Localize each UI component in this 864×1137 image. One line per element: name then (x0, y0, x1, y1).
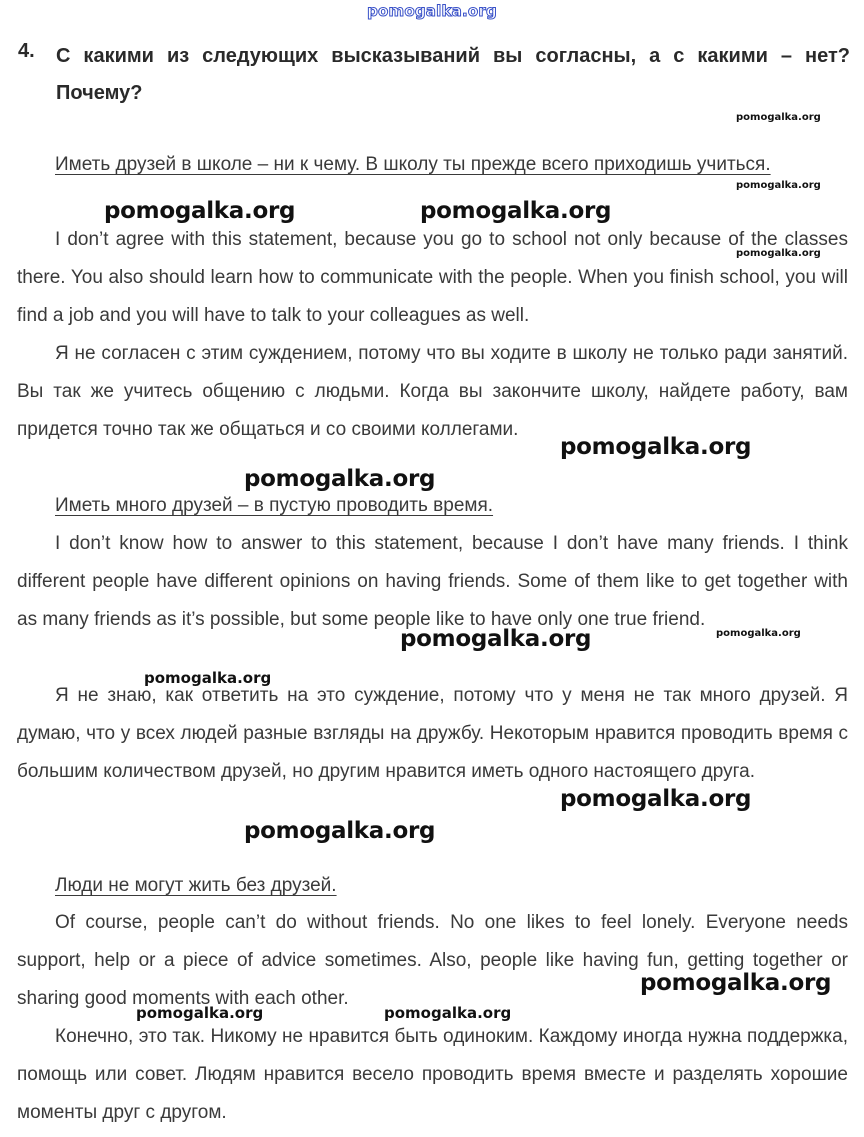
watermark: pomogalka.org (560, 786, 752, 812)
statement-2: Иметь много друзей – в пустую проводить время. (55, 495, 494, 516)
answer-ru-1: Я не согласен с этим суждением, потому что вы ходите в школу не только ради занятий. Вы так же учитесь общению с людьми. Когда вы закончите школу, найдете работу, вам придется точно так же общаться и со своими коллегами. (17, 343, 848, 440)
watermark: pomogalka.org (736, 248, 821, 259)
watermark: pomogalka.org (736, 180, 821, 191)
watermark: pomogalka.org (136, 1004, 264, 1022)
answer-en-2: I don’t know how to answer to this statement, because I don’t have many friends. I think different people have different opinions on having friends. Some of them like to get together with as many friends as it’s possible, but some people like to have only one true friend. (17, 533, 848, 630)
task-number: 4. (18, 40, 35, 62)
answer-ru-2: Я не знаю, как ответить на это суждение, потому что у меня не так много друзей. Я думаю, что у всех людей разные взгляды на дружбу. Некоторым нравится проводить время с большим количеством друзей, но другим нравится иметь одного настоящего друга. (17, 685, 848, 782)
watermark: pomogalka.org (244, 466, 436, 492)
watermark: pomogalka.org (384, 1004, 512, 1022)
answer-en-1: I don’t agree with this statement, because you go to school not only because of the classes there. You also should learn how to communicate with the people. When you finish school, you will find a job and you will have to talk to your colleagues as well. (17, 229, 848, 326)
statement-1: Иметь друзей в школе – ни к чему. В школу ты прежде всего приходишь учиться. (55, 154, 771, 175)
answer-en-3: Of course, people can’t do without friends. No one likes to feel lonely. Everyone needs support, help or a piece of advice sometimes. Also, people like having fun, getting together or sharing good moments with each other. (17, 912, 848, 1009)
watermark: pomogalka.org (400, 626, 592, 652)
task-question: С какими из следующих высказываний вы согласны, а с какими – нет? Почему? (56, 45, 850, 104)
statement-3: Люди не могут жить без друзей. (55, 875, 337, 896)
watermark: pomogalka.org (420, 198, 612, 224)
watermark: pomogalka.org (736, 112, 821, 123)
watermark: pomogalka.org (640, 970, 832, 996)
watermark: pomogalka.org (104, 198, 296, 224)
watermark: pomogalka.org (244, 818, 436, 844)
site-watermark-top[interactable]: pomogalka.org (367, 2, 497, 20)
watermark: pomogalka.org (716, 628, 801, 639)
answer-ru-3: Конечно, это так. Никому не нравится быть одиноким. Каждому иногда нужна поддержка, помощь или совет. Людям нравится весело проводить время вместе и разделять хорошие моменты друг с другом. (17, 1026, 848, 1123)
watermark: pomogalka.org (560, 434, 752, 460)
watermark: pomogalka.org (144, 669, 272, 687)
